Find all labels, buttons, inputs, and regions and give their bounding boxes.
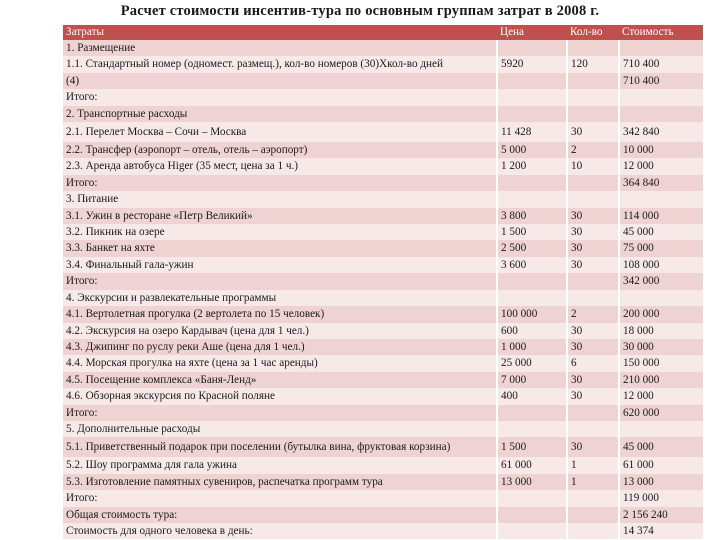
cell-expense: 2. Транспортные расходы xyxy=(63,106,497,122)
cell-cost xyxy=(619,191,703,207)
cell-cost: 114 000 xyxy=(619,208,703,224)
cell-cost xyxy=(619,40,703,56)
table-row xyxy=(63,106,703,122)
cell-cost: 210 000 xyxy=(619,372,703,388)
cell-price xyxy=(497,405,567,421)
cell-expense: Итого: xyxy=(63,490,497,506)
cell-price: 11 428 xyxy=(497,122,567,142)
table-row xyxy=(63,208,703,224)
cell-quantity: 30 xyxy=(567,323,619,339)
cell-cost: 61 000 xyxy=(619,457,703,473)
cell-quantity xyxy=(567,273,619,289)
cell-price xyxy=(497,73,567,89)
cell-expense: 4.3. Джипинг по руслу реки Ашe (цена для 1 чел.) xyxy=(63,339,497,355)
cell-expense: Стоимость для одного человека в день: xyxy=(63,523,497,539)
table-row xyxy=(63,490,703,506)
table-header-row xyxy=(63,25,703,40)
cell-quantity: 2 xyxy=(567,306,619,322)
cell-cost: 710 400 xyxy=(619,73,703,89)
cell-cost xyxy=(619,106,703,122)
cell-quantity: 30 xyxy=(567,388,619,404)
cell-quantity: 10 xyxy=(567,158,619,174)
cell-expense: (4) xyxy=(63,73,497,89)
cell-price: 1 500 xyxy=(497,437,567,457)
cell-quantity: 2 xyxy=(567,142,619,158)
cell-expense: Общая стоимость тура: xyxy=(63,507,497,523)
table-row xyxy=(63,290,703,306)
cell-quantity xyxy=(567,507,619,523)
cell-price xyxy=(497,106,567,122)
cell-price xyxy=(497,273,567,289)
table-row xyxy=(63,457,703,473)
table-row xyxy=(63,421,703,437)
cell-quantity xyxy=(567,191,619,207)
cell-quantity: 30 xyxy=(567,372,619,388)
cell-price: 13 000 xyxy=(497,474,567,490)
table-row xyxy=(63,142,703,158)
column-header-quantity: Кол-во xyxy=(567,25,619,40)
cell-quantity xyxy=(567,89,619,105)
cell-expense: 4.6. Обзорная экскурсия по Красной поляне xyxy=(63,388,497,404)
cell-cost: 18 000 xyxy=(619,323,703,339)
cell-price xyxy=(497,290,567,306)
table-row xyxy=(63,474,703,490)
cell-cost xyxy=(619,89,703,105)
cell-cost: 14 374 xyxy=(619,523,703,539)
column-header-cost: Стоимость xyxy=(619,25,703,40)
cell-price xyxy=(497,191,567,207)
cell-price xyxy=(497,523,567,539)
cell-expense: 4. Экскурсии и развлекательные программы xyxy=(63,290,497,306)
cell-expense: 1.1. Стандартный номер (одномест. размещ.), кол-во номеров (30)Хкол-во дней xyxy=(63,56,497,72)
cell-cost: 710 400 xyxy=(619,56,703,72)
cell-expense: Итого: xyxy=(63,175,497,191)
cell-cost: 30 000 xyxy=(619,339,703,355)
cell-price: 7 000 xyxy=(497,372,567,388)
table-row xyxy=(63,40,703,56)
cell-cost: 12 000 xyxy=(619,158,703,174)
cell-cost: 75 000 xyxy=(619,240,703,256)
table-row xyxy=(63,306,703,322)
cell-cost: 2 156 240 xyxy=(619,507,703,523)
table-row xyxy=(63,122,703,142)
cell-quantity xyxy=(567,490,619,506)
cell-quantity: 30 xyxy=(567,339,619,355)
cell-price: 1 200 xyxy=(497,158,567,174)
cell-quantity xyxy=(567,40,619,56)
cell-expense: 5.1. Приветственный подарок при поселении (бутылка вина, фруктовая корзина) xyxy=(63,437,497,457)
cell-quantity xyxy=(567,421,619,437)
cell-price xyxy=(497,507,567,523)
cell-price: 100 000 xyxy=(497,306,567,322)
cell-cost: 10 000 xyxy=(619,142,703,158)
cell-expense: 2.2. Трансфер (аэропорт – отель, отель – аэропорт) xyxy=(63,142,497,158)
table-row xyxy=(63,339,703,355)
cell-quantity: 30 xyxy=(567,240,619,256)
table-row xyxy=(63,323,703,339)
cell-price xyxy=(497,89,567,105)
cell-expense: 3.3. Банкет на яхте xyxy=(63,240,497,256)
cost-table xyxy=(63,25,703,539)
column-header-expenses: Затраты xyxy=(63,25,497,40)
cell-cost: 364 840 xyxy=(619,175,703,191)
cell-quantity: 1 xyxy=(567,474,619,490)
page-title: Расчет стоимости инсентив-тура по основным группам затрат в 2008 г. xyxy=(120,3,600,19)
cell-price: 1 500 xyxy=(497,224,567,240)
table-row xyxy=(63,405,703,421)
cell-price: 1 000 xyxy=(497,339,567,355)
table-row xyxy=(63,437,703,457)
table-row xyxy=(63,240,703,256)
table-row xyxy=(63,388,703,404)
cell-quantity: 30 xyxy=(567,257,619,273)
cell-price: 25 000 xyxy=(497,355,567,371)
table-row xyxy=(63,523,703,539)
cell-quantity: 30 xyxy=(567,437,619,457)
table-row xyxy=(63,158,703,174)
cell-quantity: 30 xyxy=(567,224,619,240)
cell-expense: Итого: xyxy=(63,405,497,421)
cell-expense: 4.1. Вертолетная прогулка (2 вертолета по 15 человек) xyxy=(63,306,497,322)
table-row xyxy=(63,89,703,105)
cell-cost: 108 000 xyxy=(619,257,703,273)
cell-cost xyxy=(619,290,703,306)
cell-quantity xyxy=(567,106,619,122)
cell-quantity: 6 xyxy=(567,355,619,371)
cell-cost: 13 000 xyxy=(619,474,703,490)
cell-cost: 620 000 xyxy=(619,405,703,421)
cell-expense: 5.3. Изготовление памятных сувениров, распечатка программ тура xyxy=(63,474,497,490)
cell-expense: 3.4. Финальный гала-ужин xyxy=(63,257,497,273)
cell-price xyxy=(497,40,567,56)
column-header-price: Цена xyxy=(497,25,567,40)
cell-price xyxy=(497,490,567,506)
cell-quantity: 30 xyxy=(567,122,619,142)
cell-quantity: 120 xyxy=(567,56,619,72)
cell-cost: 119 000 xyxy=(619,490,703,506)
cell-quantity xyxy=(567,73,619,89)
cell-quantity xyxy=(567,405,619,421)
cell-cost: 150 000 xyxy=(619,355,703,371)
cell-expense: 4.2. Экскурсия на озеро Кардывач (цена для 1 чел.) xyxy=(63,323,497,339)
cell-price: 5 000 xyxy=(497,142,567,158)
cell-quantity: 1 xyxy=(567,457,619,473)
cell-cost: 200 000 xyxy=(619,306,703,322)
table-row xyxy=(63,73,703,89)
cell-cost: 12 000 xyxy=(619,388,703,404)
table-row xyxy=(63,191,703,207)
cell-price: 5920 xyxy=(497,56,567,72)
cell-quantity xyxy=(567,175,619,191)
cell-expense: 1. Размещение xyxy=(63,40,497,56)
table-row xyxy=(63,257,703,273)
cell-price xyxy=(497,421,567,437)
cell-expense: Итого: xyxy=(63,273,497,289)
table-row xyxy=(63,175,703,191)
cell-quantity: 30 xyxy=(567,208,619,224)
cell-expense: 3.2. Пикник на озере xyxy=(63,224,497,240)
cell-cost: 342 000 xyxy=(619,273,703,289)
cell-expense: 4.5. Посещение комплекса «Баня-Ленд» xyxy=(63,372,497,388)
cell-quantity xyxy=(567,523,619,539)
cell-cost xyxy=(619,421,703,437)
cell-price: 2 500 xyxy=(497,240,567,256)
cell-expense: 2.3. Аренда автобуса Higer (35 мест, цена за 1 ч.) xyxy=(63,158,497,174)
cell-expense: 3.1. Ужин в ресторане «Петр Великий» xyxy=(63,208,497,224)
cell-cost: 45 000 xyxy=(619,224,703,240)
table-row xyxy=(63,273,703,289)
cell-expense: 4.4. Морская прогулка на яхте (цена за 1 час аренды) xyxy=(63,355,497,371)
table-row xyxy=(63,355,703,371)
cell-price: 400 xyxy=(497,388,567,404)
cell-cost: 342 840 xyxy=(619,122,703,142)
cell-expense: 5. Дополнительные расходы xyxy=(63,421,497,437)
table-row xyxy=(63,224,703,240)
cell-price: 600 xyxy=(497,323,567,339)
cell-expense: 3. Питание xyxy=(63,191,497,207)
cell-price: 61 000 xyxy=(497,457,567,473)
cell-expense: Итого: xyxy=(63,89,497,105)
table-row xyxy=(63,507,703,523)
cell-cost: 45 000 xyxy=(619,437,703,457)
table-row xyxy=(63,56,703,72)
cell-expense: 2.1. Перелет Москва – Сочи – Москва xyxy=(63,122,497,142)
cell-price: 3 800 xyxy=(497,208,567,224)
cell-expense: 5.2. Шоу программа для гала ужина xyxy=(63,457,497,473)
cell-price xyxy=(497,175,567,191)
table-row xyxy=(63,372,703,388)
cell-price: 3 600 xyxy=(497,257,567,273)
cell-quantity xyxy=(567,290,619,306)
